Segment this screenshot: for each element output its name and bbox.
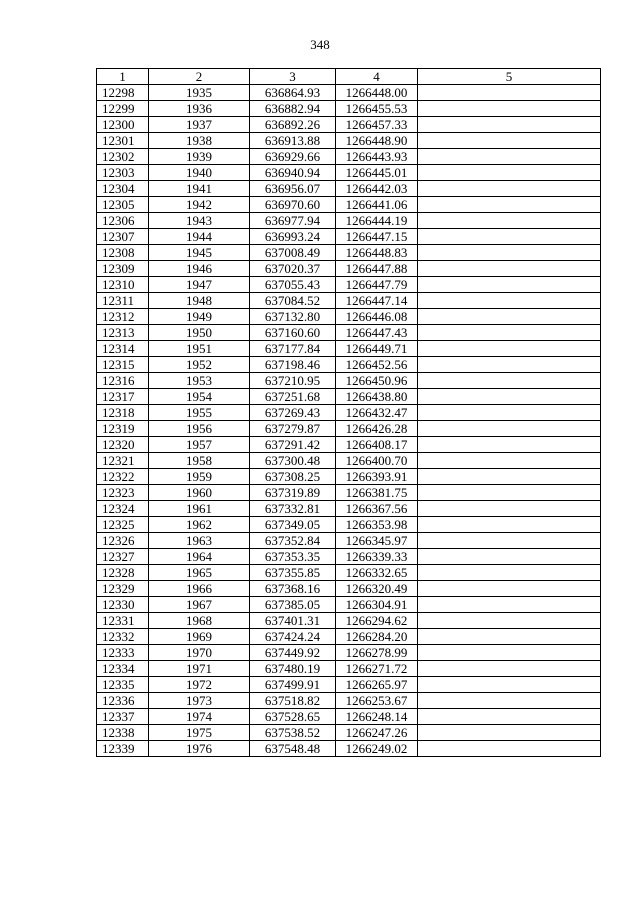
table-cell: 1963 [149,533,250,549]
table-cell: 1974 [149,709,250,725]
table-row [97,309,601,325]
table-cell: 637084.52 [250,293,336,309]
table-cell: 1266408.17 [336,437,418,453]
table-cell: 1266248.14 [336,709,418,725]
table-cell: 1266449.71 [336,341,418,357]
table-cell [418,437,601,453]
table-cell: 1966 [149,581,250,597]
table-cell: 637291.42 [250,437,336,453]
table-header [97,69,601,85]
table-cell: 1266353.98 [336,517,418,533]
table-cell: 12329 [97,581,149,597]
table-cell: 637518.82 [250,693,336,709]
table-cell: 1972 [149,677,250,693]
table-cell: 1951 [149,341,250,357]
table-cell [418,165,601,181]
table-cell: 1965 [149,565,250,581]
table-cell: 12298 [97,85,149,101]
table-cell: 12305 [97,197,149,213]
table-cell [418,197,601,213]
table-cell: 12337 [97,709,149,725]
table-cell [418,325,601,341]
table-cell [418,485,601,501]
table-cell: 12299 [97,101,149,117]
table-cell: 1266381.75 [336,485,418,501]
table-cell: 637368.16 [250,581,336,597]
table-cell [418,533,601,549]
table-cell [418,501,601,517]
table-cell: 637424.24 [250,629,336,645]
table-cell: 637008.49 [250,245,336,261]
table-cell: 1266448.00 [336,85,418,101]
table-cell: 637548.48 [250,741,336,757]
table-cell: 1266294.62 [336,613,418,629]
table-cell [418,613,601,629]
table-cell [418,629,601,645]
table-cell: 1266332.65 [336,565,418,581]
table-cell: 1266443.93 [336,149,418,165]
table-cell: 636892.26 [250,117,336,133]
table-row [97,181,601,197]
table-cell: 1944 [149,229,250,245]
table-cell: 637020.37 [250,261,336,277]
table-row [97,165,601,181]
table-row [97,613,601,629]
table-cell: 1266284.20 [336,629,418,645]
table-row [97,693,601,709]
table-cell: 12334 [97,661,149,677]
table-cell: 1940 [149,165,250,181]
table-cell [418,261,601,277]
table-row [97,485,601,501]
table-row [97,229,601,245]
table-cell: 1956 [149,421,250,437]
table-row [97,741,601,757]
table-cell: 637528.65 [250,709,336,725]
table-cell: 12324 [97,501,149,517]
table-cell [418,277,601,293]
table-cell: 1266265.97 [336,677,418,693]
column-header: 2 [149,69,250,85]
table-cell [418,149,601,165]
table-cell: 1958 [149,453,250,469]
table-row [97,149,601,165]
table-cell: 12308 [97,245,149,261]
table-cell [418,581,601,597]
column-header: 1 [97,69,149,85]
table-cell: 12320 [97,437,149,453]
table-cell [418,181,601,197]
table-row [97,437,601,453]
table-cell: 12307 [97,229,149,245]
table-cell: 637499.91 [250,677,336,693]
table-cell: 637198.46 [250,357,336,373]
table-cell: 637210.95 [250,373,336,389]
table-row [97,469,601,485]
table-cell [418,661,601,677]
table-cell: 1970 [149,645,250,661]
table-body [97,85,601,757]
table-cell: 1266247.26 [336,725,418,741]
table-cell [418,645,601,661]
table-cell: 1957 [149,437,250,453]
table-row [97,261,601,277]
table-row [97,565,601,581]
table-cell: 1971 [149,661,250,677]
table-cell: 1968 [149,613,250,629]
table-cell: 1266426.28 [336,421,418,437]
table-cell [418,213,601,229]
table-cell: 636956.07 [250,181,336,197]
table-row [97,213,601,229]
table-row [97,85,601,101]
table-cell: 1266452.56 [336,357,418,373]
table-cell: 1942 [149,197,250,213]
table-cell: 12322 [97,469,149,485]
table-cell: 1266393.91 [336,469,418,485]
table-cell [418,709,601,725]
table-cell: 1954 [149,389,250,405]
table-row [97,501,601,517]
table-cell [418,373,601,389]
table-cell: 12311 [97,293,149,309]
table-cell: 1266447.15 [336,229,418,245]
table-row [97,245,601,261]
table-cell: 1938 [149,133,250,149]
table-cell: 12300 [97,117,149,133]
table-cell: 12309 [97,261,149,277]
table-cell [418,133,601,149]
table-cell [418,565,601,581]
table-cell: 1964 [149,549,250,565]
column-header: 5 [418,69,601,85]
table-cell: 12326 [97,533,149,549]
table-row [97,677,601,693]
table-cell: 637279.87 [250,421,336,437]
table-cell: 1266320.49 [336,581,418,597]
header-row [97,69,601,85]
table-cell: 1266448.83 [336,245,418,261]
table-cell: 12302 [97,149,149,165]
table-cell: 1266339.33 [336,549,418,565]
table-cell [418,469,601,485]
table-cell: 637251.68 [250,389,336,405]
table-cell: 636940.94 [250,165,336,181]
table-row [97,357,601,373]
table-cell: 1960 [149,485,250,501]
table-cell: 637355.85 [250,565,336,581]
table-row [97,453,601,469]
table-row [97,581,601,597]
table-cell: 637177.84 [250,341,336,357]
table-cell: 12338 [97,725,149,741]
table-cell: 1975 [149,725,250,741]
table-cell: 1939 [149,149,250,165]
table-cell: 12318 [97,405,149,421]
table-cell: 12304 [97,181,149,197]
table-cell: 1266253.67 [336,693,418,709]
table-cell [418,517,601,533]
table-cell: 1935 [149,85,250,101]
table-cell: 1947 [149,277,250,293]
table-cell [418,741,601,757]
table-cell: 637300.48 [250,453,336,469]
table-cell: 1953 [149,373,250,389]
table-cell [418,341,601,357]
table-cell: 12306 [97,213,149,229]
table-cell: 637449.92 [250,645,336,661]
table-cell: 1266444.19 [336,213,418,229]
table-cell: 12312 [97,309,149,325]
table-cell: 637480.19 [250,661,336,677]
table-cell: 1969 [149,629,250,645]
table-cell: 1967 [149,597,250,613]
table-cell: 637319.89 [250,485,336,501]
table-cell: 636929.66 [250,149,336,165]
table-row [97,517,601,533]
table-cell: 12325 [97,517,149,533]
table-cell: 1973 [149,693,250,709]
table-cell: 12331 [97,613,149,629]
table-cell: 12301 [97,133,149,149]
table-cell [418,405,601,421]
table-cell: 12323 [97,485,149,501]
table-cell: 12330 [97,597,149,613]
table-cell: 1266432.47 [336,405,418,421]
table-cell: 1976 [149,741,250,757]
table-cell [418,229,601,245]
table-cell: 12321 [97,453,149,469]
table-cell: 1955 [149,405,250,421]
table-cell: 1266438.80 [336,389,418,405]
table-cell: 12332 [97,629,149,645]
table-cell: 636913.88 [250,133,336,149]
table-row [97,533,601,549]
table-row [97,101,601,117]
table-cell: 637308.25 [250,469,336,485]
table-cell: 12333 [97,645,149,661]
table-cell: 12327 [97,549,149,565]
table-cell: 1266249.02 [336,741,418,757]
table-cell [418,549,601,565]
table-cell: 636970.60 [250,197,336,213]
table-cell [418,453,601,469]
table-cell [418,293,601,309]
table-cell: 1961 [149,501,250,517]
table-cell: 636882.94 [250,101,336,117]
table-cell: 1266445.01 [336,165,418,181]
table-row [97,645,601,661]
table-cell: 1266457.33 [336,117,418,133]
table-cell: 12316 [97,373,149,389]
table-cell: 637353.35 [250,549,336,565]
table-cell [418,245,601,261]
table-cell: 12319 [97,421,149,437]
page-number: 348 [310,37,330,52]
table-cell: 637538.52 [250,725,336,741]
table-cell: 1950 [149,325,250,341]
table-cell: 1962 [149,517,250,533]
table-cell: 1941 [149,181,250,197]
table-cell: 636977.94 [250,213,336,229]
table-cell: 1266447.88 [336,261,418,277]
table-cell [418,677,601,693]
table-row [97,341,601,357]
table-cell: 637332.81 [250,501,336,517]
table-cell: 637385.05 [250,597,336,613]
table-cell: 12317 [97,389,149,405]
table-cell: 1266345.97 [336,533,418,549]
table-row [97,597,601,613]
table-cell: 1266278.99 [336,645,418,661]
table-cell: 12336 [97,693,149,709]
table-cell: 1952 [149,357,250,373]
table-row [97,117,601,133]
table-cell: 1936 [149,101,250,117]
table-cell: 1943 [149,213,250,229]
table-cell [418,85,601,101]
table-row [97,373,601,389]
table-cell: 12335 [97,677,149,693]
table-cell: 1266455.53 [336,101,418,117]
table-cell: 1266447.43 [336,325,418,341]
table-row [97,661,601,677]
table-cell: 1937 [149,117,250,133]
table-cell: 636993.24 [250,229,336,245]
table-cell: 1266447.79 [336,277,418,293]
table-row [97,629,601,645]
table-row [97,277,601,293]
table-row [97,549,601,565]
table-row [97,133,601,149]
table-cell: 1266304.91 [336,597,418,613]
table-cell: 1266271.72 [336,661,418,677]
table-cell: 1266442.03 [336,181,418,197]
table-cell: 12339 [97,741,149,757]
table-row [97,293,601,309]
table-cell: 637401.31 [250,613,336,629]
table-cell [418,725,601,741]
table-cell: 1266446.08 [336,309,418,325]
column-header: 3 [250,69,336,85]
table-cell: 1949 [149,309,250,325]
table-row [97,325,601,341]
table-cell: 12313 [97,325,149,341]
table-cell: 637132.80 [250,309,336,325]
table-cell: 12328 [97,565,149,581]
table-cell: 12315 [97,357,149,373]
table-cell: 637352.84 [250,533,336,549]
table-cell: 1266450.96 [336,373,418,389]
table-row [97,709,601,725]
table-cell: 1946 [149,261,250,277]
table-cell: 637055.43 [250,277,336,293]
table-cell: 12310 [97,277,149,293]
table-row [97,405,601,421]
table-cell [418,389,601,405]
table-row [97,421,601,437]
table-cell: 1266441.06 [336,197,418,213]
table-cell: 1266400.70 [336,453,418,469]
table-cell: 1266367.56 [336,501,418,517]
table-cell [418,693,601,709]
table-row [97,389,601,405]
table-cell: 12303 [97,165,149,181]
table-row [97,725,601,741]
table-cell: 1266447.14 [336,293,418,309]
table-cell: 1266448.90 [336,133,418,149]
table-cell [418,101,601,117]
table-cell: 1948 [149,293,250,309]
table-cell: 637160.60 [250,325,336,341]
table-cell: 637269.43 [250,405,336,421]
table-row [97,197,601,213]
table-cell: 1959 [149,469,250,485]
column-header: 4 [336,69,418,85]
table-cell [418,421,601,437]
table-cell [418,597,601,613]
table-cell: 1945 [149,245,250,261]
table-cell: 636864.93 [250,85,336,101]
table-cell: 637349.05 [250,517,336,533]
table-cell [418,357,601,373]
table-cell [418,117,601,133]
table-cell: 12314 [97,341,149,357]
coordinates-table [96,68,601,757]
table-cell [418,309,601,325]
